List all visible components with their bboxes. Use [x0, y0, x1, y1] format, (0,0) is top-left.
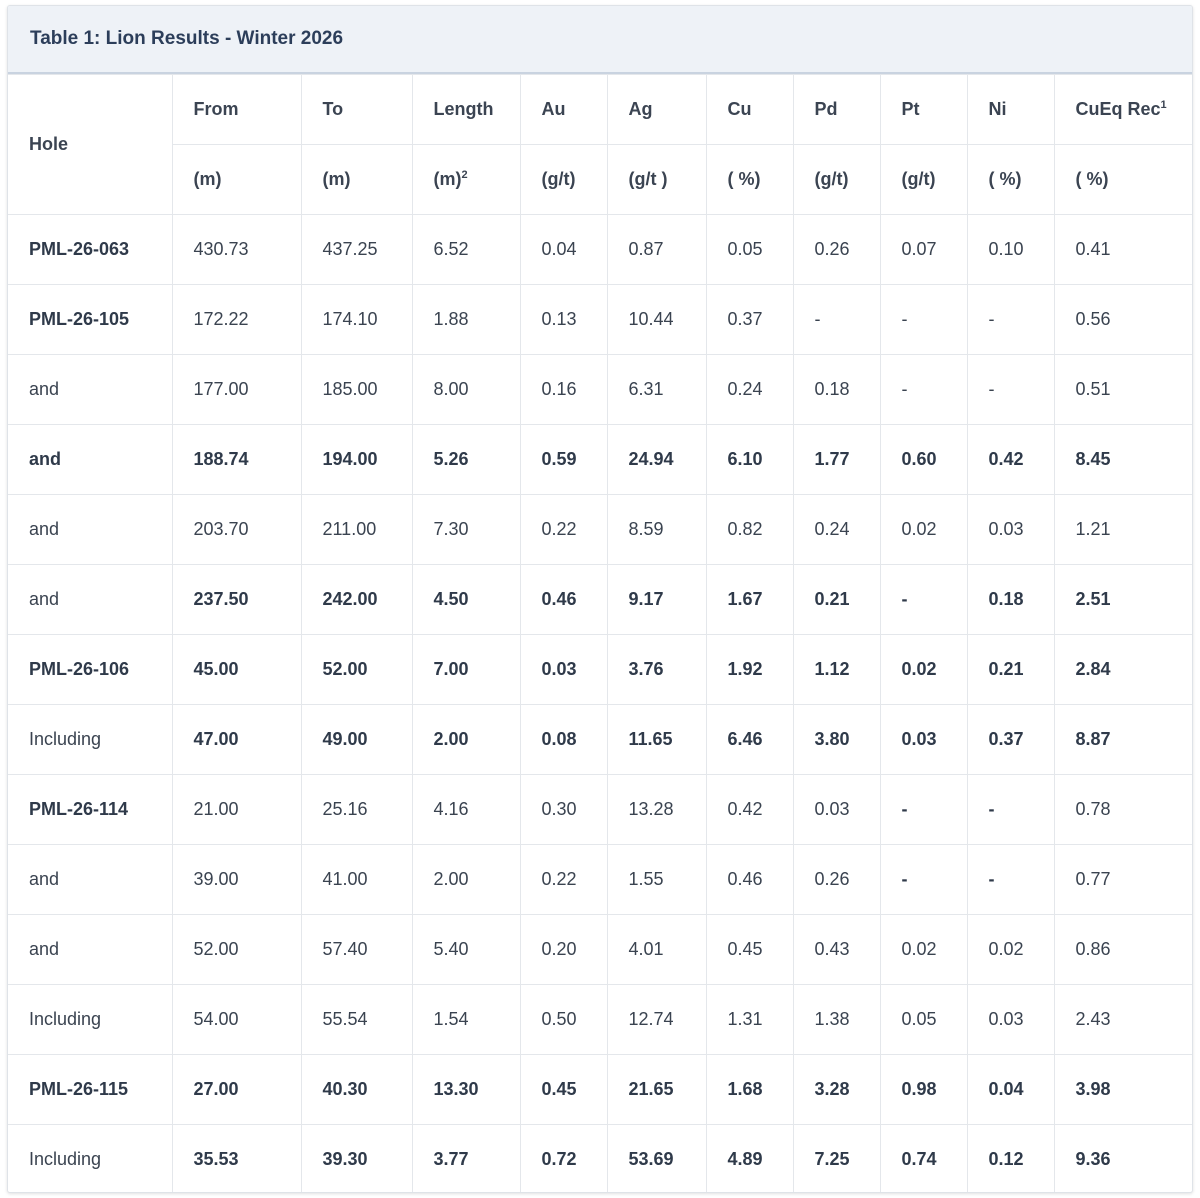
cell-pt: -	[880, 775, 967, 845]
cell-to: 194.00	[301, 425, 412, 495]
cell-cu: 0.37	[706, 285, 793, 355]
header-cueq-rec	[1054, 75, 1193, 145]
cell-au: 0.22	[520, 845, 607, 915]
cell-au: 0.59	[520, 425, 607, 495]
unit-label: (m)	[322, 169, 351, 189]
cell-pt: 0.02	[880, 635, 967, 705]
cell-pt: -	[880, 355, 967, 425]
cell-au: 0.16	[520, 355, 607, 425]
cell-cueq-rec: 2.84	[1054, 635, 1193, 705]
cell-hole: PML-26-114	[8, 775, 172, 845]
header-to-unit	[301, 145, 412, 215]
table-row	[8, 355, 1193, 425]
table-row	[8, 705, 1193, 775]
cell-hole: PML-26-115	[8, 1055, 172, 1125]
table-body	[8, 215, 1193, 1194]
cell-cueq-rec: 0.56	[1054, 285, 1193, 355]
results-table	[8, 74, 1193, 1193]
results-table-card	[7, 5, 1193, 1193]
cell-cu: 0.24	[706, 355, 793, 425]
cell-from: 27.00	[172, 1055, 301, 1125]
cell-pd: 7.25	[793, 1125, 880, 1194]
cell-cueq-rec: 0.86	[1054, 915, 1193, 985]
cell-length: 2.00	[412, 705, 520, 775]
cell-au: 0.72	[520, 1125, 607, 1194]
cell-ni: 0.37	[967, 705, 1054, 775]
cell-cu: 0.42	[706, 775, 793, 845]
cell-cu: 0.46	[706, 845, 793, 915]
cell-pt: 0.02	[880, 915, 967, 985]
cell-cueq-rec: 0.78	[1054, 775, 1193, 845]
cell-ni: 0.02	[967, 915, 1054, 985]
cell-to: 39.30	[301, 1125, 412, 1194]
cell-au: 0.50	[520, 985, 607, 1055]
cell-from: 177.00	[172, 355, 301, 425]
cell-length: 8.00	[412, 355, 520, 425]
cell-cueq-rec: 2.43	[1054, 985, 1193, 1055]
header-cu-unit	[706, 145, 793, 215]
cell-ag: 24.94	[607, 425, 706, 495]
cell-from: 172.22	[172, 285, 301, 355]
cell-ag: 10.44	[607, 285, 706, 355]
cell-pt: -	[880, 565, 967, 635]
cell-au: 0.20	[520, 915, 607, 985]
cell-ag: 1.55	[607, 845, 706, 915]
header-ag	[607, 75, 706, 145]
cell-pt: 0.98	[880, 1055, 967, 1125]
cell-pd: 1.38	[793, 985, 880, 1055]
cell-pt: 0.60	[880, 425, 967, 495]
cell-from: 35.53	[172, 1125, 301, 1194]
cell-pt: 0.05	[880, 985, 967, 1055]
cell-au: 0.30	[520, 775, 607, 845]
footnote-marker: 2	[461, 169, 468, 181]
cell-from: 237.50	[172, 565, 301, 635]
cell-from: 54.00	[172, 985, 301, 1055]
cell-pd: 1.12	[793, 635, 880, 705]
cell-ni: -	[967, 355, 1054, 425]
cell-pt: -	[880, 285, 967, 355]
cell-hole: Including	[8, 705, 172, 775]
unit-label: (g/t)	[901, 169, 936, 189]
cell-to: 185.00	[301, 355, 412, 425]
cell-length: 13.30	[412, 1055, 520, 1125]
table-row	[8, 1055, 1193, 1125]
header-cu	[706, 75, 793, 145]
table-row	[8, 775, 1193, 845]
cell-pd: 0.21	[793, 565, 880, 635]
cell-pd: -	[793, 285, 880, 355]
cell-hole: and	[8, 495, 172, 565]
cell-cueq-rec: 8.45	[1054, 425, 1193, 495]
unit-label: (g/t )	[628, 169, 668, 189]
cell-ag: 11.65	[607, 705, 706, 775]
cell-cueq-rec: 0.77	[1054, 845, 1193, 915]
header-ni-unit	[967, 145, 1054, 215]
cell-cueq-rec: 0.41	[1054, 215, 1193, 285]
header-cu-label: Cu	[727, 99, 752, 119]
header-to	[301, 75, 412, 145]
cell-cueq-rec: 0.51	[1054, 355, 1193, 425]
header-ni	[967, 75, 1054, 145]
header-length-label: Length	[433, 99, 494, 119]
table-row	[8, 845, 1193, 915]
cell-to: 49.00	[301, 705, 412, 775]
cell-length: 1.88	[412, 285, 520, 355]
header-row-labels	[8, 75, 1193, 145]
cell-pt: 0.74	[880, 1125, 967, 1194]
header-from-label: From	[193, 99, 239, 119]
table-row	[8, 915, 1193, 985]
cell-hole: Including	[8, 985, 172, 1055]
table-row	[8, 425, 1193, 495]
cell-pd: 0.18	[793, 355, 880, 425]
cell-hole: and	[8, 565, 172, 635]
cell-ni: 0.10	[967, 215, 1054, 285]
cell-cu: 0.82	[706, 495, 793, 565]
cell-cu: 1.67	[706, 565, 793, 635]
header-cueq-rec-unit	[1054, 145, 1193, 215]
cell-au: 0.46	[520, 565, 607, 635]
header-from	[172, 75, 301, 145]
cell-pd: 0.26	[793, 215, 880, 285]
table-header	[8, 75, 1193, 215]
cell-cueq-rec: 2.51	[1054, 565, 1193, 635]
cell-from: 188.74	[172, 425, 301, 495]
cell-au: 0.03	[520, 635, 607, 705]
cell-to: 41.00	[301, 845, 412, 915]
cell-ni: 0.42	[967, 425, 1054, 495]
cell-hole: PML-26-105	[8, 285, 172, 355]
cell-length: 6.52	[412, 215, 520, 285]
cell-to: 40.30	[301, 1055, 412, 1125]
header-ag-unit	[607, 145, 706, 215]
header-pt-label: Pt	[901, 99, 920, 119]
cell-cu: 1.92	[706, 635, 793, 705]
cell-ag: 53.69	[607, 1125, 706, 1194]
table-row	[8, 635, 1193, 705]
cell-from: 430.73	[172, 215, 301, 285]
cell-hole: PML-26-106	[8, 635, 172, 705]
cell-pd: 0.26	[793, 845, 880, 915]
cell-ag: 0.87	[607, 215, 706, 285]
cell-to: 437.25	[301, 215, 412, 285]
header-length-unit	[412, 145, 520, 215]
cell-ni: 0.04	[967, 1055, 1054, 1125]
cell-pd: 0.03	[793, 775, 880, 845]
cell-cu: 4.89	[706, 1125, 793, 1194]
header-ag-label: Ag	[628, 99, 653, 119]
header-hole: Hole	[8, 75, 172, 215]
cell-cu: 0.45	[706, 915, 793, 985]
cell-cueq-rec: 9.36	[1054, 1125, 1193, 1194]
cell-length: 2.00	[412, 845, 520, 915]
unit-label: (g/t)	[814, 169, 849, 189]
cell-au: 0.04	[520, 215, 607, 285]
cell-from: 203.70	[172, 495, 301, 565]
header-to-label: To	[322, 99, 344, 119]
header-row-units	[8, 145, 1193, 215]
table-row	[8, 495, 1193, 565]
unit-label: (m)	[193, 169, 222, 189]
table-row	[8, 985, 1193, 1055]
cell-hole: and	[8, 915, 172, 985]
header-au-label: Au	[541, 99, 566, 119]
cell-to: 242.00	[301, 565, 412, 635]
cell-ag: 13.28	[607, 775, 706, 845]
cell-pt: 0.07	[880, 215, 967, 285]
cell-ag: 4.01	[607, 915, 706, 985]
unit-label: ( %)	[988, 169, 1022, 189]
footnote-marker: 1	[1160, 99, 1167, 111]
cell-length: 5.40	[412, 915, 520, 985]
header-from-unit	[172, 145, 301, 215]
table-row	[8, 215, 1193, 285]
cell-hole: PML-26-063	[8, 215, 172, 285]
cell-cu: 6.10	[706, 425, 793, 495]
unit-label: ( %)	[727, 169, 761, 189]
cell-to: 52.00	[301, 635, 412, 705]
header-ni-label: Ni	[988, 99, 1007, 119]
cell-ni: 0.03	[967, 985, 1054, 1055]
header-pt	[880, 75, 967, 145]
cell-from: 47.00	[172, 705, 301, 775]
header-pd-label: Pd	[814, 99, 838, 119]
cell-ni: 0.18	[967, 565, 1054, 635]
cell-ag: 12.74	[607, 985, 706, 1055]
cell-pd: 1.77	[793, 425, 880, 495]
table-row	[8, 565, 1193, 635]
cell-length: 7.30	[412, 495, 520, 565]
cell-pt: -	[880, 845, 967, 915]
cell-pd: 3.28	[793, 1055, 880, 1125]
cell-ag: 8.59	[607, 495, 706, 565]
cell-ni: 0.03	[967, 495, 1054, 565]
cell-length: 7.00	[412, 635, 520, 705]
cell-pd: 0.24	[793, 495, 880, 565]
unit-label: (m)	[433, 169, 462, 189]
cell-to: 25.16	[301, 775, 412, 845]
cell-pt: 0.03	[880, 705, 967, 775]
header-pd	[793, 75, 880, 145]
header-pd-unit	[793, 145, 880, 215]
cell-length: 1.54	[412, 985, 520, 1055]
cell-hole: and	[8, 845, 172, 915]
cell-au: 0.45	[520, 1055, 607, 1125]
header-length	[412, 75, 520, 145]
cell-to: 57.40	[301, 915, 412, 985]
unit-label: ( %)	[1075, 169, 1109, 189]
cell-cu: 0.05	[706, 215, 793, 285]
cell-ni: 0.21	[967, 635, 1054, 705]
header-au	[520, 75, 607, 145]
cell-ag: 9.17	[607, 565, 706, 635]
cell-pd: 0.43	[793, 915, 880, 985]
cell-hole: Including	[8, 1125, 172, 1194]
header-cueq-rec-label: CuEq Rec	[1075, 99, 1161, 119]
header-au-unit	[520, 145, 607, 215]
cell-hole: and	[8, 425, 172, 495]
cell-pt: 0.02	[880, 495, 967, 565]
cell-to: 174.10	[301, 285, 412, 355]
cell-ag: 3.76	[607, 635, 706, 705]
cell-from: 45.00	[172, 635, 301, 705]
cell-ni: 0.12	[967, 1125, 1054, 1194]
cell-to: 211.00	[301, 495, 412, 565]
cell-cu: 6.46	[706, 705, 793, 775]
cell-ni: -	[967, 775, 1054, 845]
unit-label: (g/t)	[541, 169, 576, 189]
cell-cu: 1.31	[706, 985, 793, 1055]
cell-to: 55.54	[301, 985, 412, 1055]
table-caption: Table 1: Lion Results - Winter 2026	[8, 6, 1192, 74]
cell-au: 0.22	[520, 495, 607, 565]
cell-cueq-rec: 3.98	[1054, 1055, 1193, 1125]
cell-ni: -	[967, 285, 1054, 355]
cell-au: 0.08	[520, 705, 607, 775]
cell-ag: 6.31	[607, 355, 706, 425]
cell-au: 0.13	[520, 285, 607, 355]
table-row	[8, 1125, 1193, 1194]
table-row	[8, 285, 1193, 355]
cell-ni: -	[967, 845, 1054, 915]
cell-from: 52.00	[172, 915, 301, 985]
cell-from: 39.00	[172, 845, 301, 915]
cell-length: 4.50	[412, 565, 520, 635]
cell-cu: 1.68	[706, 1055, 793, 1125]
cell-from: 21.00	[172, 775, 301, 845]
cell-length: 3.77	[412, 1125, 520, 1194]
cell-hole: and	[8, 355, 172, 425]
cell-cueq-rec: 1.21	[1054, 495, 1193, 565]
cell-pd: 3.80	[793, 705, 880, 775]
cell-ag: 21.65	[607, 1055, 706, 1125]
cell-length: 5.26	[412, 425, 520, 495]
cell-length: 4.16	[412, 775, 520, 845]
header-pt-unit	[880, 145, 967, 215]
cell-cueq-rec: 8.87	[1054, 705, 1193, 775]
